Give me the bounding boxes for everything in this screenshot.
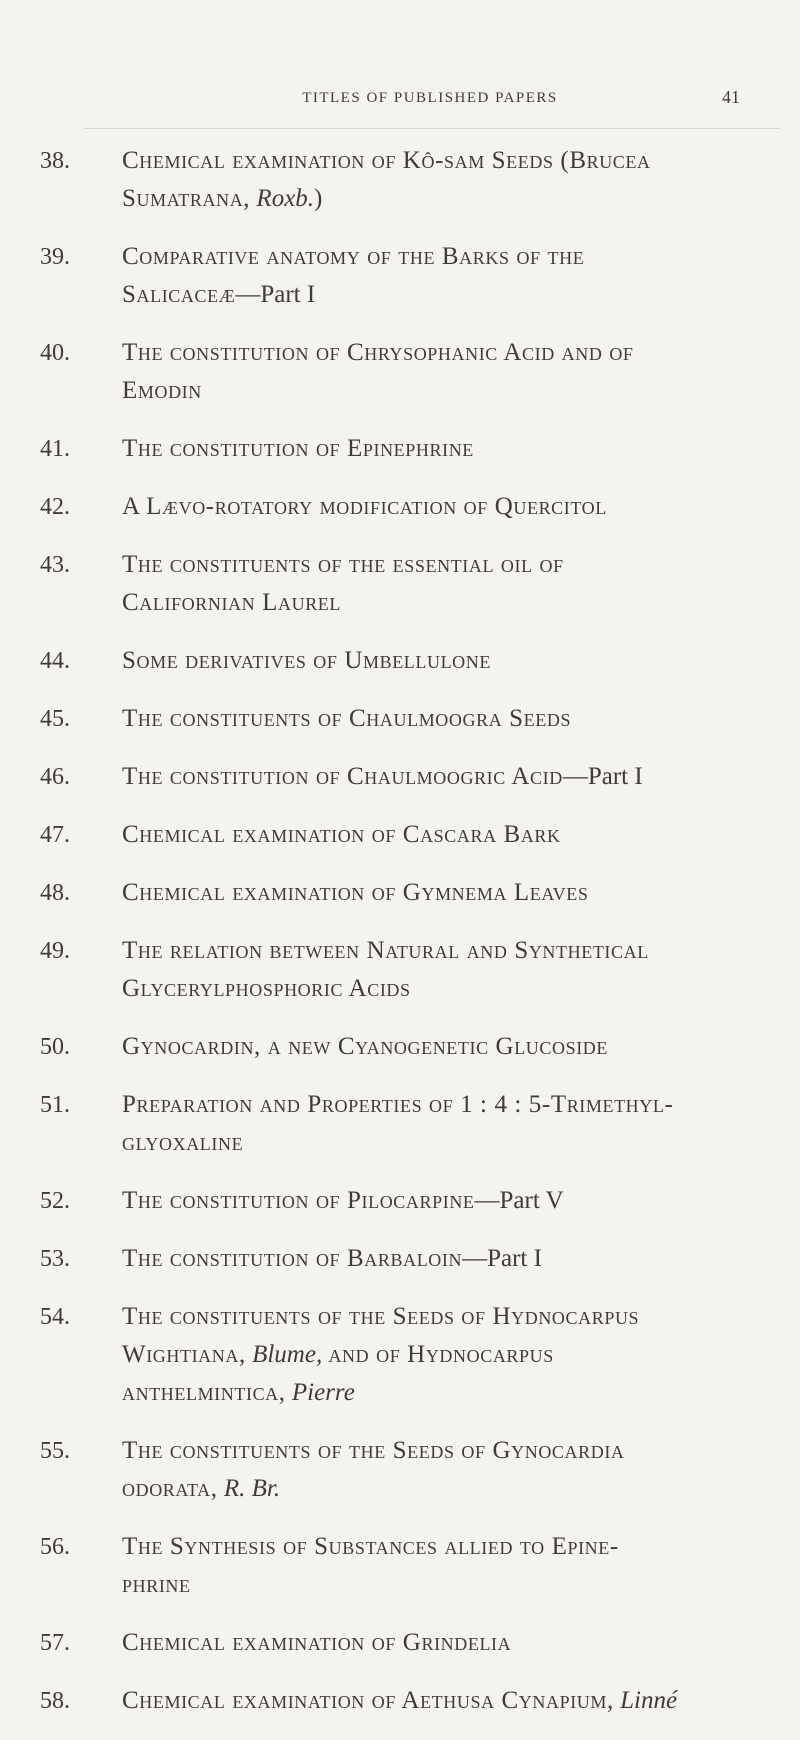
list-item: [0, 758, 800, 796]
entry-number: 40.: [40, 340, 70, 366]
running-header: [100, 87, 760, 114]
entry-authority: Pierre: [291, 1379, 355, 1406]
entry-title: The constitution of Chaulmoogric Acid: [122, 763, 563, 790]
entry-number: 45.: [40, 706, 70, 732]
entry-number: 44.: [40, 648, 70, 674]
entry-title: The Synthesis of Substances allied to Epine-: [122, 1533, 619, 1560]
entry-number: 57.: [40, 1630, 70, 1656]
entry-title: A Lævo-rotatory modification of Quercitol: [122, 493, 607, 520]
entry-title: The constitution of Barbaloin: [122, 1245, 463, 1272]
list-item: [0, 1240, 800, 1278]
list-item: [0, 1528, 800, 1604]
page-number: 41: [722, 87, 740, 107]
list-item: [0, 874, 800, 912]
header-rule: [84, 128, 780, 129]
list-item: [0, 334, 800, 410]
entry-authority: Linné: [620, 1687, 678, 1714]
paper-list: [0, 142, 800, 1740]
entry-title: The relation between Natural and Synthetical: [122, 937, 649, 964]
list-item: [0, 700, 800, 738]
entry-title: Chemical examination of Gymnema Leaves: [122, 879, 589, 906]
entry-title: Preparation and Properties of 1 : 4 : 5-Trimethyl-: [122, 1091, 674, 1118]
list-item: [0, 488, 800, 526]
entry-part: —Part I: [462, 1245, 542, 1272]
entry-number: 54.: [40, 1304, 70, 1330]
list-item: [0, 546, 800, 622]
entry-number: 47.: [40, 822, 70, 848]
entry-title: The constituents of the essential oil of: [122, 551, 564, 578]
entry-authority: R. Br.: [223, 1475, 281, 1502]
entry-number: 53.: [40, 1246, 70, 1272]
entry-title: Chemical examination of Kô-sam Seeds (Brucea: [122, 147, 651, 174]
entry-number: 38.: [40, 148, 70, 174]
entry-number: 43.: [40, 552, 70, 578]
entry-title: The constitution of Epinephrine: [122, 435, 474, 462]
entry-number: 48.: [40, 880, 70, 906]
list-item: [0, 238, 800, 314]
list-item: [0, 1624, 800, 1662]
entry-title: The constituents of the Seeds of Hydnocarpus: [122, 1303, 640, 1330]
entry-title: Chemical examination of Aethusa Cynapium,: [122, 1687, 614, 1714]
entry-title: The constituents of the Seeds of Gynocardia: [122, 1437, 625, 1464]
entry-number: 41.: [40, 436, 70, 462]
entry-part: —Part I: [235, 281, 316, 308]
entry-title: Chemical examination of Grindelia: [122, 1629, 512, 1656]
entry-title: Chemical examination of Cascara Bark: [122, 821, 561, 848]
entry-title: and of Hydnocarpus: [328, 1341, 554, 1368]
entry-number: 42.: [40, 494, 70, 520]
entry-number: 46.: [40, 764, 70, 790]
entry-part: —Part I: [562, 763, 643, 790]
entry-title: Comparative anatomy of the Barks of the: [122, 243, 585, 270]
entry-number: 51.: [40, 1092, 70, 1118]
entry-part: —Part V: [474, 1187, 564, 1214]
entry-title: Glycerylphosphoric Acids: [122, 975, 411, 1002]
entry-title: Californian Laurel: [122, 589, 341, 616]
entry-title: glyoxaline: [122, 1129, 244, 1156]
entry-number: 49.: [40, 938, 70, 964]
entry-tail: ): [314, 185, 323, 212]
list-item: [0, 1086, 800, 1162]
list-item: [0, 1682, 800, 1720]
entry-title: odorata,: [122, 1475, 218, 1502]
list-item: [0, 816, 800, 854]
list-item: [0, 1432, 800, 1508]
list-item: [0, 1182, 800, 1220]
entry-authority: Roxb.: [256, 185, 315, 212]
entry-title: Gynocardin, a new Cyanogenetic Glucoside: [122, 1033, 608, 1060]
entry-title: Salicaceæ: [122, 281, 236, 308]
entry-title: The constituents of Chaulmoogra Seeds: [122, 705, 572, 732]
entry-number: 52.: [40, 1188, 70, 1214]
list-item: [0, 932, 800, 1008]
list-item: [0, 1298, 800, 1412]
entry-number: 50.: [40, 1034, 70, 1060]
entry-number: 55.: [40, 1438, 70, 1464]
entry-authority: Blume,: [252, 1341, 323, 1368]
list-item: [0, 430, 800, 468]
entry-title: Wightiana,: [122, 1341, 246, 1368]
list-item: [0, 142, 800, 218]
entry-number: 39.: [40, 244, 70, 270]
entry-title: The constitution of Pilocarpine: [122, 1187, 475, 1214]
entry-title: Some derivatives of Umbellulone: [122, 647, 491, 674]
list-item: [0, 1028, 800, 1066]
entry-title: Sumatrana,: [122, 185, 251, 212]
list-item: [0, 642, 800, 680]
entry-title: Emodin: [122, 377, 202, 404]
entry-title: phrine: [122, 1571, 191, 1598]
entry-title: anthelmintica,: [122, 1379, 286, 1406]
running-title: TITLES OF PUBLISHED PAPERS: [302, 90, 558, 106]
entry-title: The constitution of Chrysophanic Acid and of: [122, 339, 634, 366]
entry-number: 58.: [40, 1688, 70, 1714]
entry-number: 56.: [40, 1534, 70, 1560]
